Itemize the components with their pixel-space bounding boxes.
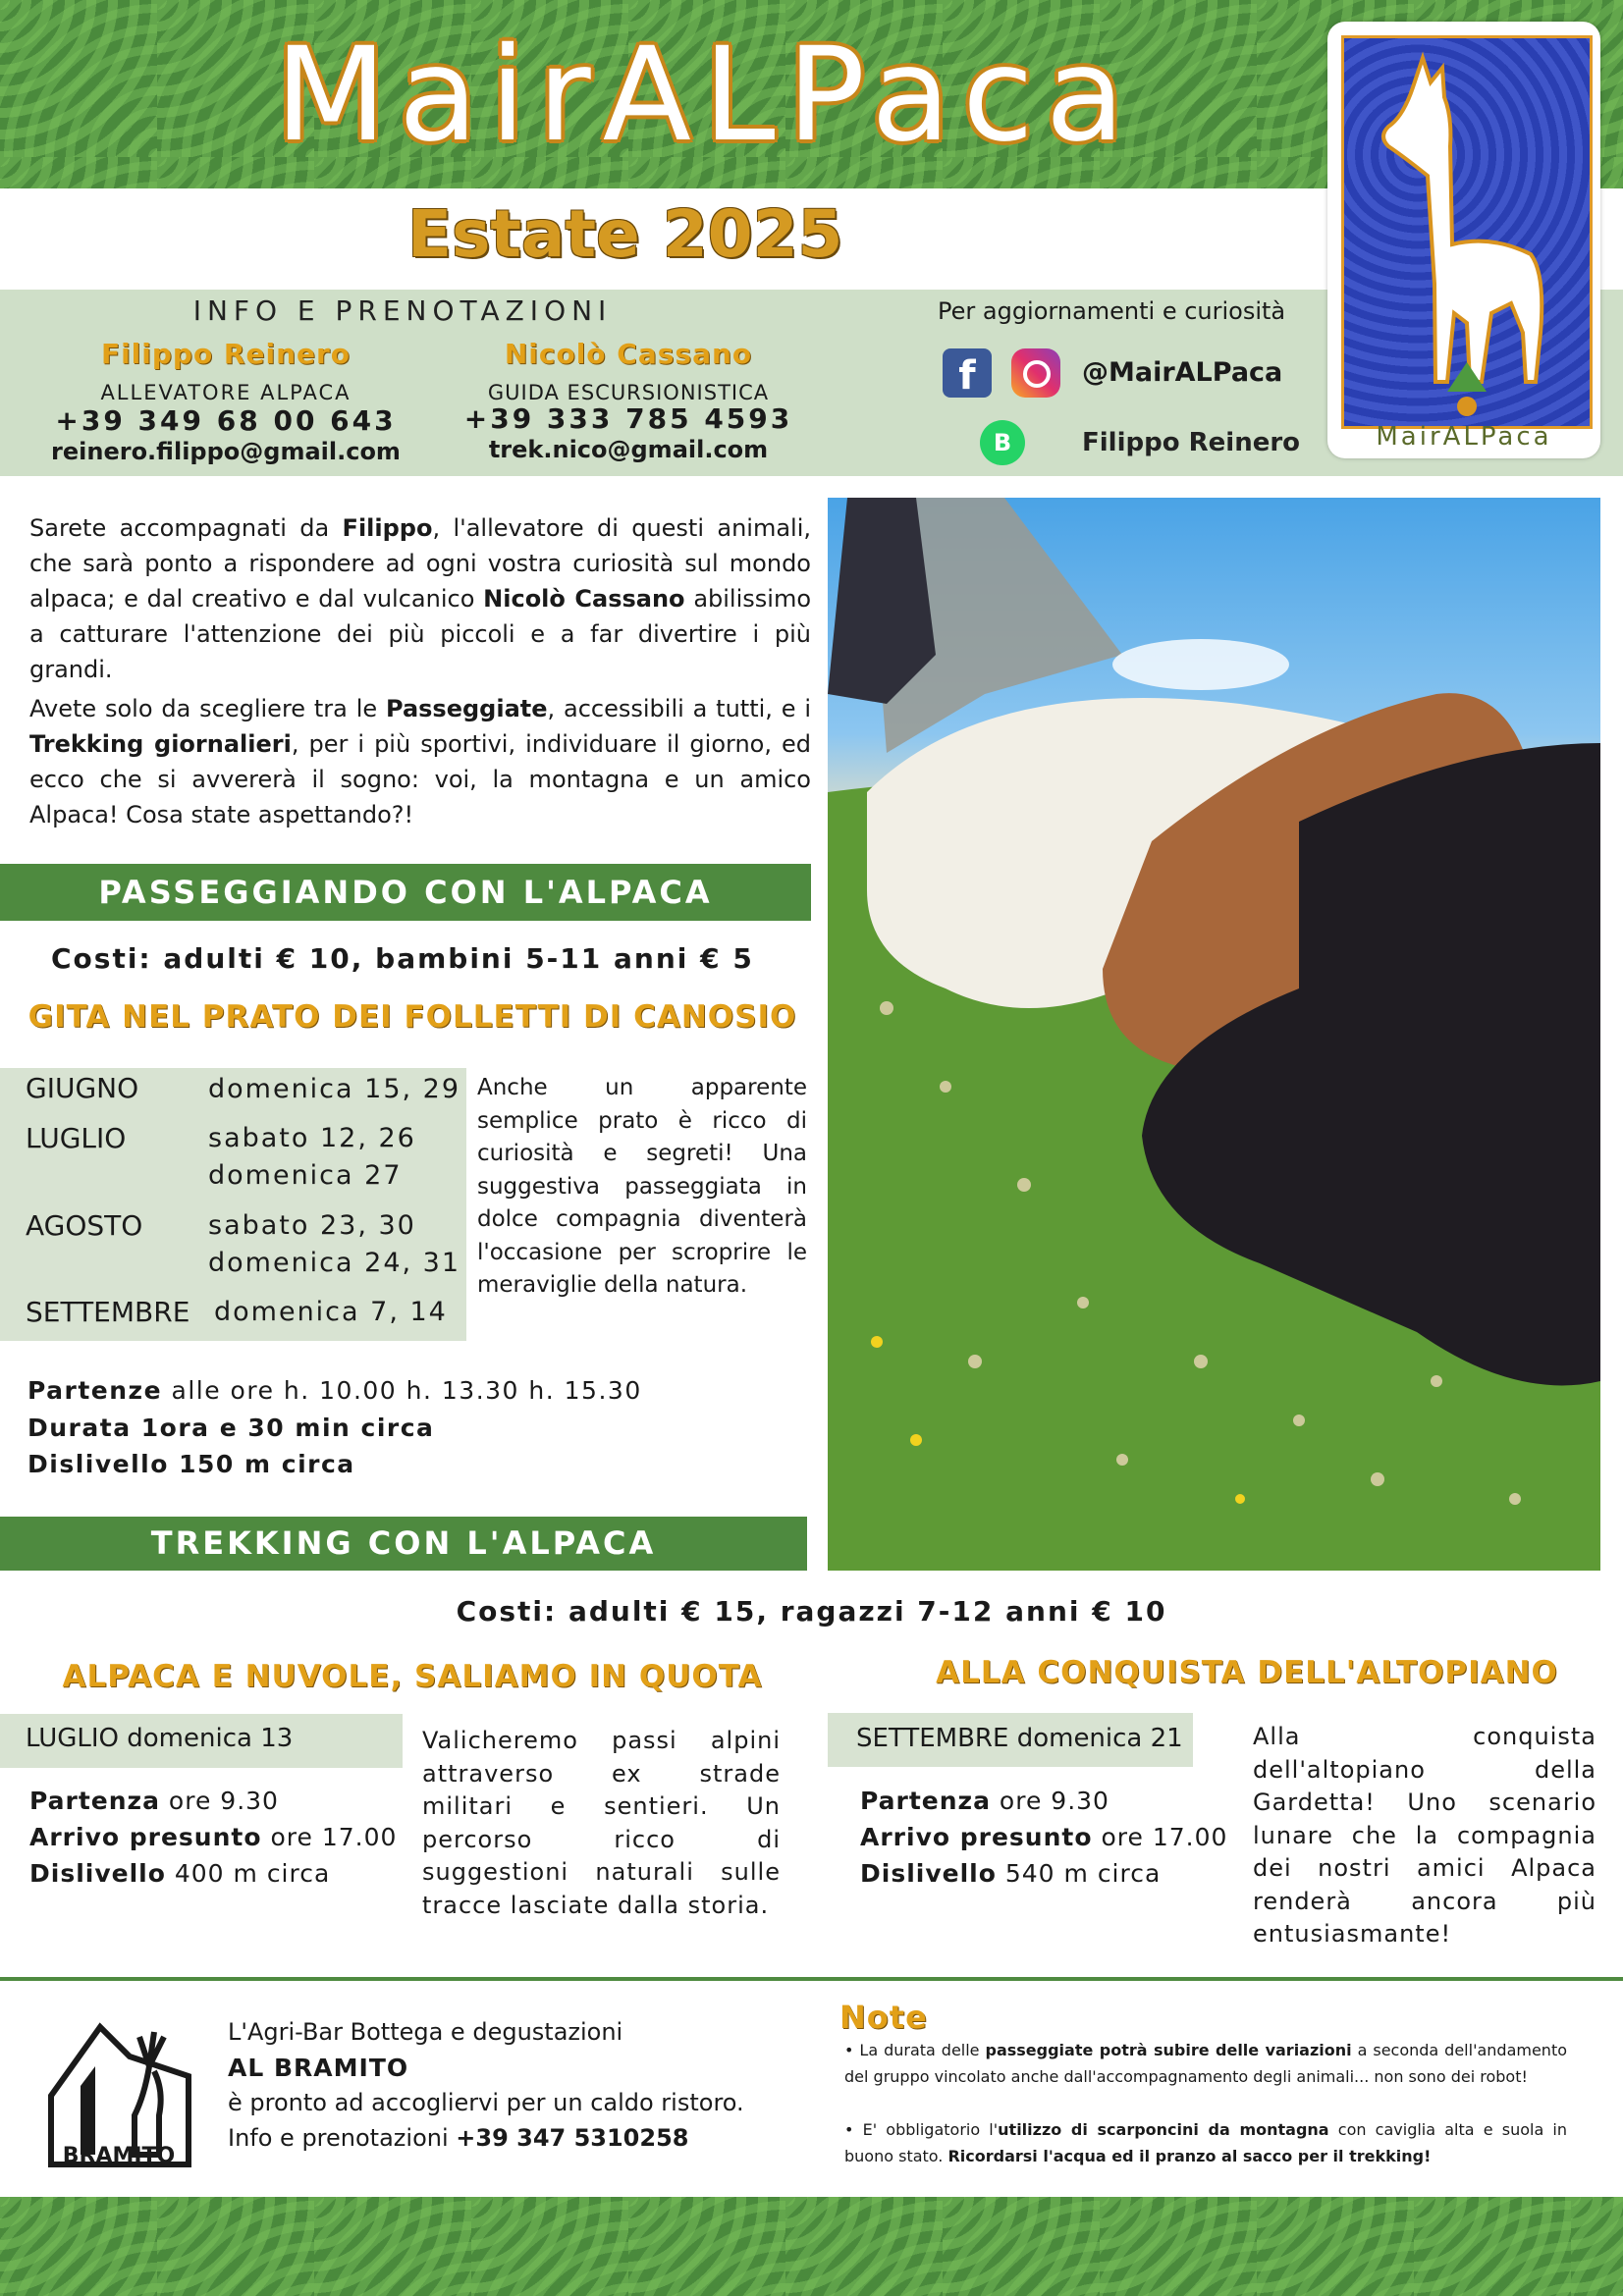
contact1-name: Filippo Reinero bbox=[100, 338, 352, 370]
walk-duration: Durata 1ora e 30 min circa bbox=[27, 1414, 435, 1442]
trek-section-header: TREKKING CON L'ALPACA bbox=[0, 1517, 807, 1571]
note-2: • E' obbligatorio l'utilizzo di scarponcini da montagna con caviglia alta e suola in buono stato. Ricordarsi l'acqua ed il pranzo al sacco per il trekking! bbox=[844, 2120, 1568, 2165]
logo-label: MairALPaca bbox=[1376, 422, 1552, 452]
walk-schedule-month-3: AGOSTO bbox=[26, 1209, 143, 1242]
trek2-date: SETTEMBRE domenica 21 bbox=[856, 1724, 1183, 1753]
whatsapp-name: Filippo Reinero bbox=[1082, 428, 1301, 457]
trek2-elevation: Dislivello 540 m circa bbox=[860, 1859, 1162, 1888]
trek2-departure: Partenza ore 9.30 bbox=[860, 1787, 1109, 1815]
bramito-logo bbox=[41, 2007, 196, 2174]
bar-line-4: Info e prenotazioni +39 347 5310258 bbox=[228, 2124, 689, 2152]
season-subtitle: Estate 2025 bbox=[407, 196, 843, 272]
walk-elevation: Dislivello 150 m circa bbox=[27, 1450, 355, 1478]
trek1-elevation: Dislivello 400 m circa bbox=[29, 1859, 331, 1888]
contact1-role: ALLEVATORE ALPACA bbox=[100, 381, 352, 404]
contact2-email[interactable]: trek.nico@gmail.com bbox=[488, 436, 769, 463]
trek1-arrival: Arrivo presunto ore 17.00 bbox=[29, 1823, 398, 1851]
svg-text:BRAMITO: BRAMITO bbox=[62, 2144, 176, 2168]
walk-departures: Partenze alle ore h. 10.00 h. 13.30 h. 15.30 bbox=[27, 1376, 642, 1405]
walk-schedule-dates-4: domenica 7, 14 bbox=[214, 1297, 448, 1327]
trek1-departure: Partenza ore 9.30 bbox=[29, 1787, 279, 1815]
walk-description: Anche un apparente semplice prato è ricco di curiosità e segreti! Una suggestiva passeggiata in dolce compagnia diventerà l'occasione per scroprire le meraviglie della natura. bbox=[477, 1075, 807, 1298]
info-heading: INFO E PRENOTAZIONI bbox=[192, 294, 613, 327]
trek1-title: ALPACA E NUVOLE, SALIAMO IN QUOTA bbox=[62, 1659, 763, 1694]
contact2-name: Nicolò Cassano bbox=[504, 338, 753, 370]
walk-schedule-dates-3a: sabato 23, 30 bbox=[208, 1210, 416, 1241]
trek1-description: Valicheremo passi alpini attraverso ex strade militari e sentieri. Un percorso ricco di suggestioni naturali sulle tracce lasciate dalla storia. bbox=[422, 1727, 781, 1919]
contact1-email[interactable]: reinero.filippo@gmail.com bbox=[51, 438, 401, 465]
instagram-icon[interactable] bbox=[1011, 348, 1060, 398]
intro-paragraph-2: Avete solo da scegliere tra le Passeggiate, accessibili a tutti, e i Trekking giornalieri, per i più sportivi, individuare il giorno, ed ecco che si avvererà il sogno: voi, la montagna e un amico Alpaca! Cosa state aspettando?! bbox=[29, 695, 812, 828]
alpaca-silhouette-icon bbox=[1344, 38, 1590, 426]
social-handle[interactable]: @MairALPaca bbox=[1082, 357, 1283, 388]
walk-schedule-month-4: SETTEMBRE bbox=[26, 1296, 190, 1328]
bar-line-3: è pronto ad accogliervi per un caldo ristoro. bbox=[228, 2089, 744, 2116]
footer-divider bbox=[0, 1977, 1623, 1981]
contact1-phone[interactable]: +39 349 68 00 643 bbox=[55, 404, 397, 437]
bar-line-1: L'Agri-Bar Bottega e degustazioni bbox=[228, 2018, 623, 2046]
walk-section-header: PASSEGGIANDO CON L'ALPACA bbox=[0, 864, 811, 921]
walk-schedule-month-1: GIUGNO bbox=[26, 1072, 139, 1104]
facebook-icon[interactable]: f bbox=[943, 348, 992, 398]
trek1-date: LUGLIO domenica 13 bbox=[26, 1724, 294, 1753]
contact2-role: GUIDA ESCURSIONISTICA bbox=[487, 381, 770, 404]
walk-schedule-dates-2a: sabato 12, 26 bbox=[208, 1123, 416, 1153]
trek-costs: Costi: adulti € 15, ragazzi 7-12 anni € 10 bbox=[456, 1595, 1167, 1628]
walk-costs: Costi: adulti € 10, bambini 5-11 anni € 5 bbox=[51, 942, 754, 975]
contact2-phone[interactable]: +39 333 785 4593 bbox=[463, 402, 793, 435]
deer-logo-icon bbox=[41, 2007, 196, 2174]
alpaca-photo bbox=[828, 498, 1600, 1571]
trek2-description: Alla conquista dell'altopiano della Gardetta! Uno scenario lunare che la compagnia dei nostri amici Alpaca renderà ancora più entusiasmante! bbox=[1253, 1723, 1596, 1948]
walk-schedule-dates-3b: domenica 24, 31 bbox=[208, 1248, 461, 1278]
note-1: • La durata delle passeggiate potrà subire delle variazioni a seconda dell'andamento del gruppo vincolato anche dall'accompagnamento degli animali... non sono dei robot! bbox=[844, 2041, 1568, 2086]
main-title: MairALPaca bbox=[275, 20, 1137, 171]
trek2-title: ALLA CONQUISTA DELL'ALTOPIANO bbox=[936, 1655, 1558, 1690]
alpaca-logo-image bbox=[1341, 35, 1593, 429]
footer-pattern-band bbox=[0, 2197, 1623, 2296]
walk-schedule-month-2: LUGLIO bbox=[26, 1122, 127, 1154]
bar-name: AL BRAMITO bbox=[228, 2054, 409, 2082]
walk-schedule-dates-1: domenica 15, 29 bbox=[208, 1074, 461, 1104]
social-heading: Per aggiornamenti e curiosità bbox=[938, 297, 1286, 325]
intro-paragraph-1: Sarete accompagnati da Filippo, l'allevatore di questi animali, che sarà ponto a rispondere ad ogni vostra curiosità sul mondo alpaca; e dal creativo e dal vulcanico Nicolò Cassano abilissimo a catturare l'attenzione dei più piccoli e a far divertire i più grandi. bbox=[29, 514, 811, 683]
notes-title: Note bbox=[839, 1999, 928, 2036]
walk-schedule-dates-2b: domenica 27 bbox=[208, 1160, 403, 1191]
whatsapp-business-icon[interactable]: B bbox=[980, 420, 1025, 465]
trek2-arrival: Arrivo presunto ore 17.00 bbox=[860, 1823, 1228, 1851]
walk-trip-title: GITA NEL PRATO DEI FOLLETTI DI CANOSIO bbox=[27, 999, 797, 1035]
logo-card bbox=[1327, 22, 1600, 458]
